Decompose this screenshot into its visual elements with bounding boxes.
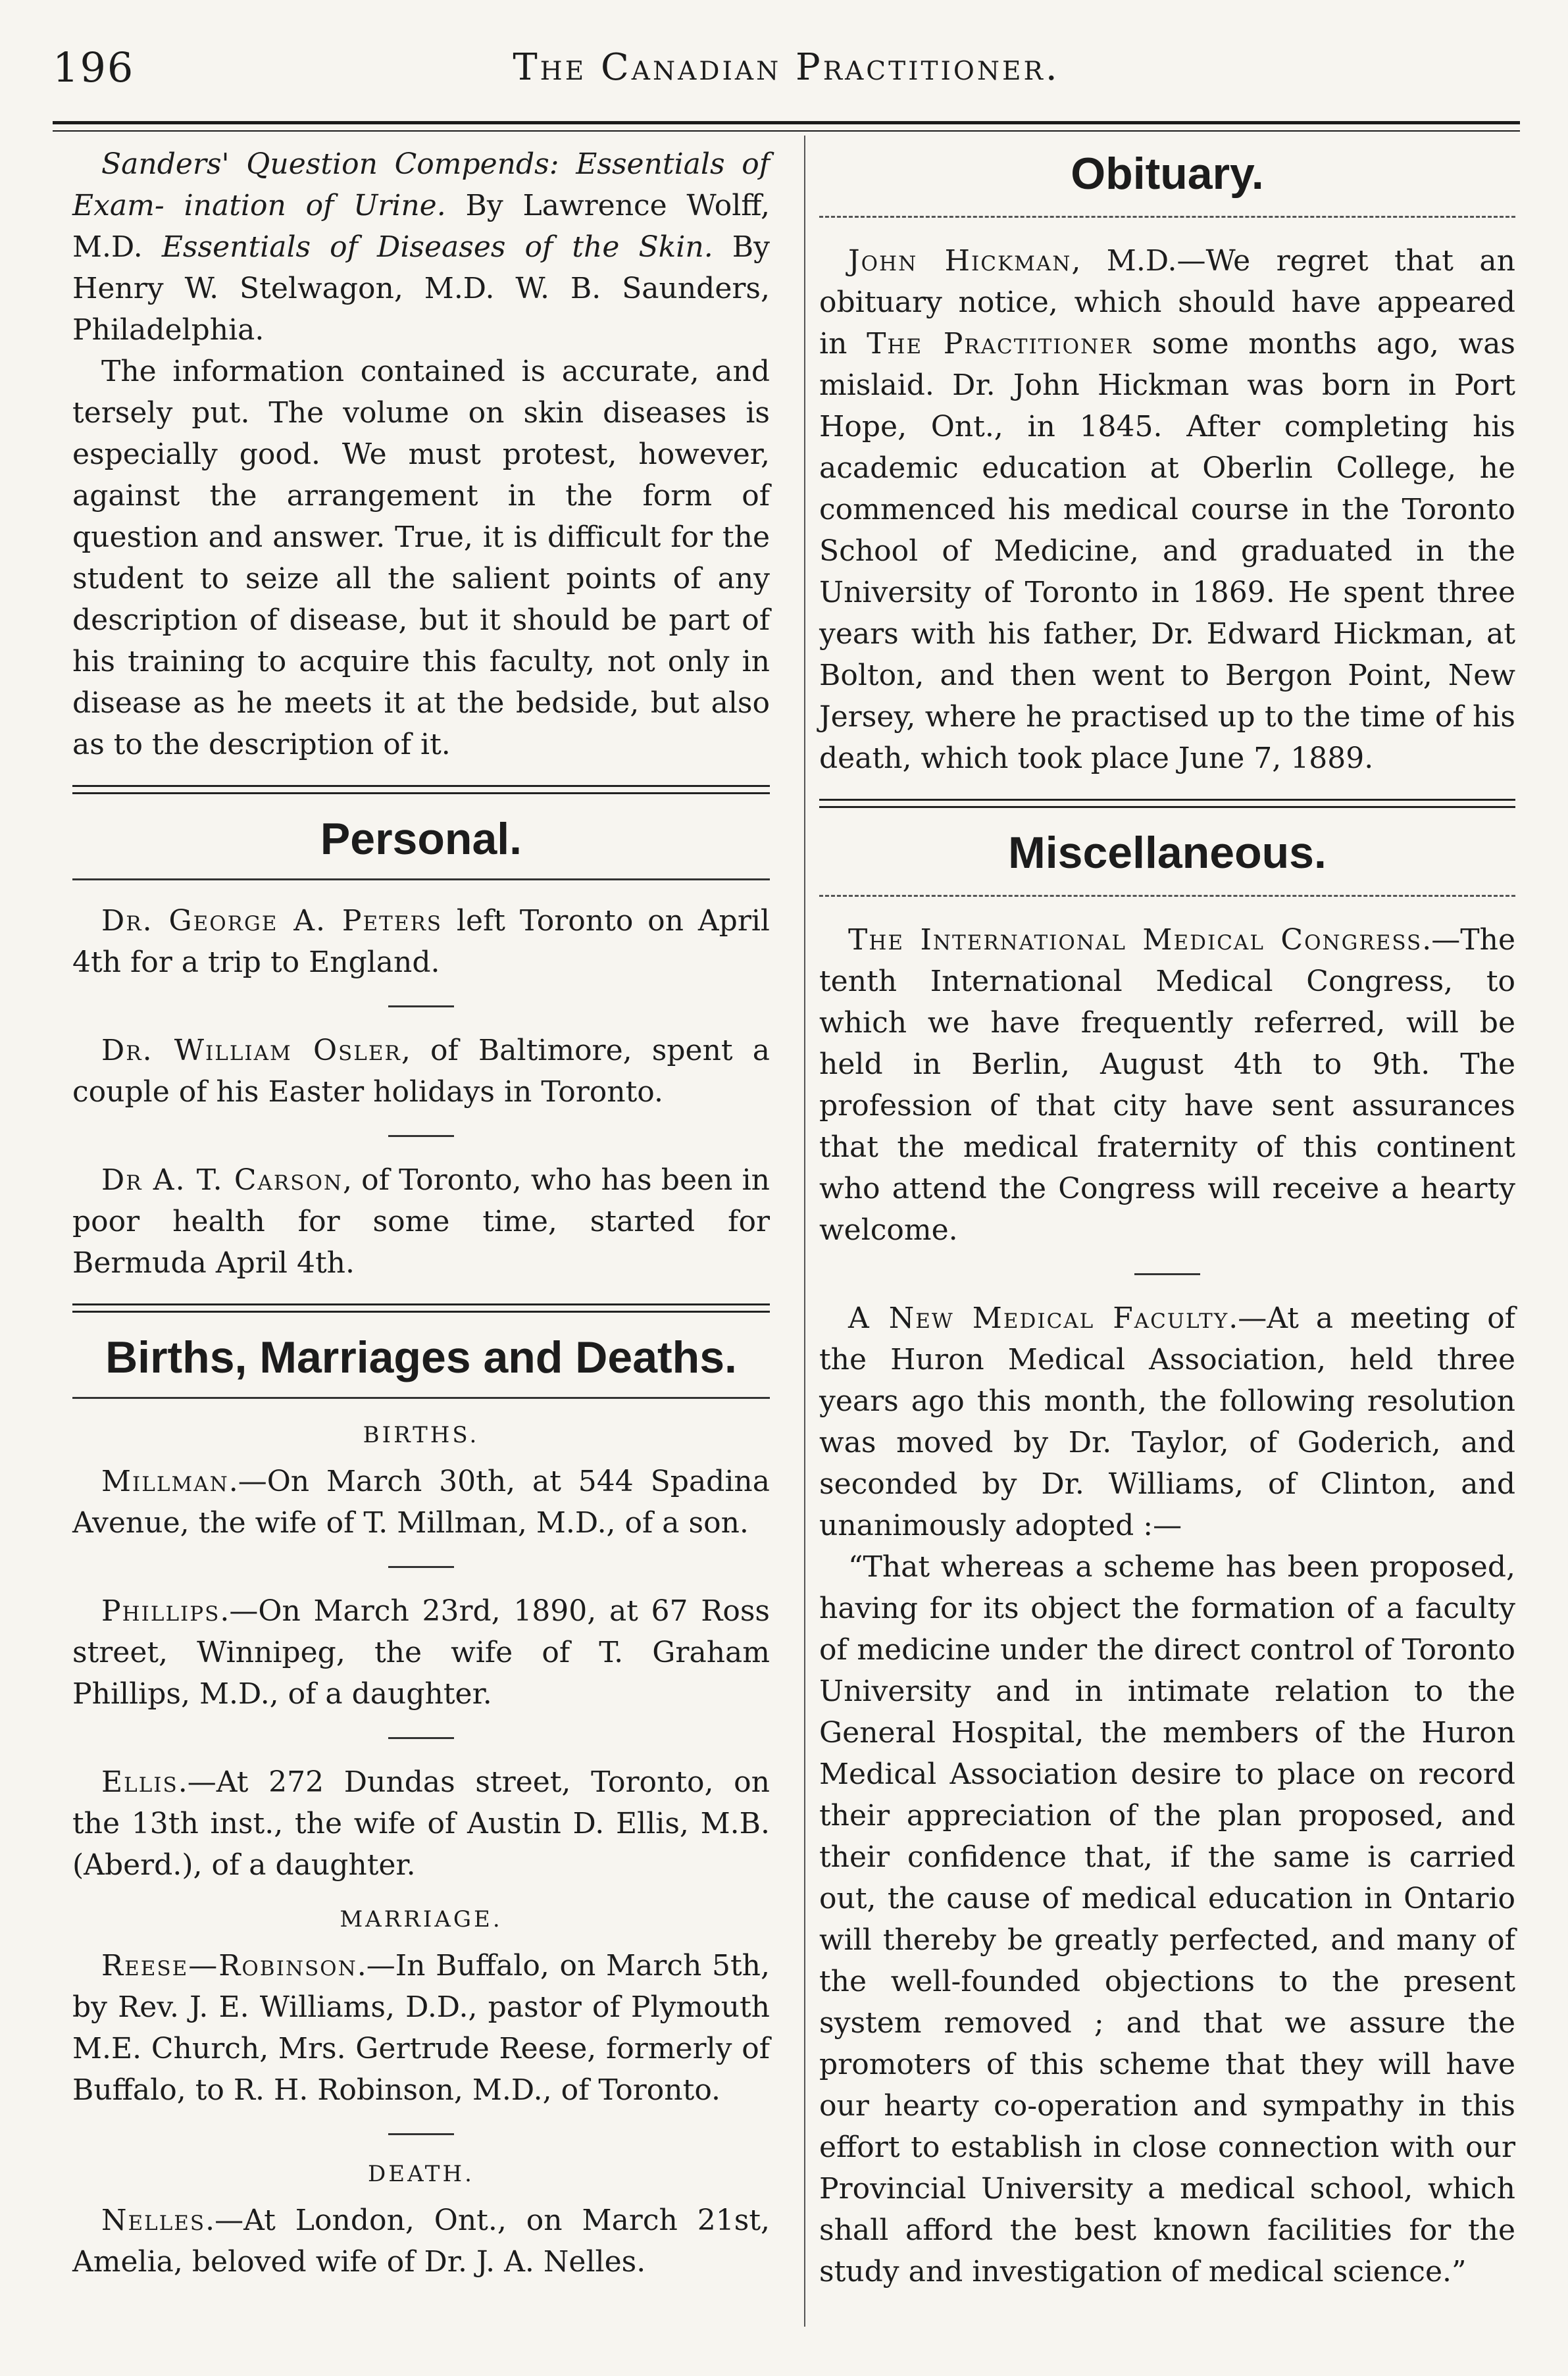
- running-head: [53, 43, 1520, 103]
- personal-name: Dr A. T. Carson: [101, 1163, 343, 1197]
- faculty-title: A New Medical Faculty: [848, 1302, 1229, 1335]
- congress-title: The International Medical Congress: [848, 923, 1423, 957]
- obituary-heading: Obituary.: [1071, 149, 1264, 199]
- personal-text: left Toronto on April 4th for a trip to England.: [72, 904, 770, 979]
- personal-name: Dr. William Osler: [101, 1034, 401, 1067]
- column-divider: [804, 136, 805, 2327]
- heading-rule: [819, 216, 1515, 218]
- personal-name: Dr. George A. Peters: [101, 904, 443, 938]
- heading-rule: [72, 878, 770, 880]
- header-rule: [53, 121, 1520, 124]
- resolution-quote: “That whereas a scheme has been proposed, having for its object the formation of a faculty of medicine under the direct control of Toronto University and in intimate relation to the General Hospital, the members of the Huron Medical Association desire to place on record their appreciation of the plan proposed, and their confidence that, if the same is carried out, the cause of medical education in Ontario will thereby be greatly perfected, and many of the well-founded objections to the present system removed ; and that we assure the promoters of this scheme that they will have our hearty co-operation and sympathy in this effort to establish in close connection with our Provincial University a medical school, which shall afford the best known facilities for the study and investigation of medical science.”: [819, 1550, 1515, 2288]
- marriage-notice: [72, 1945, 770, 2111]
- book-review: [72, 143, 770, 351]
- section-divider: [819, 799, 1515, 808]
- item-separator: [388, 1737, 454, 1739]
- personal-text: , of Toronto, who has been in poor health for some time, started for Bermuda April 4th.: [72, 1163, 770, 1280]
- journal-reference: The Practitioner: [867, 327, 1133, 361]
- personal-item: [72, 900, 770, 983]
- marriage-label: MARRIAGE.: [340, 1906, 503, 1933]
- personal-item: [72, 1159, 770, 1284]
- review-author-b: By Henry W. Stelwagon, M.D. W. B. Saunders, Philadelphia.: [72, 230, 770, 347]
- page-number: 196: [53, 43, 135, 91]
- item-separator: [388, 1005, 454, 1007]
- section-divider: [72, 785, 770, 794]
- right-column: [819, 143, 1515, 2292]
- review-title-line-1: Sanders' Question Compends: Essentials of Exam-: [72, 147, 770, 222]
- journal-title: The Canadian Practitioner.: [513, 46, 1060, 89]
- review-body: The information contained is accurate, and tersely put. The volume on skin diseases is especially good. We must protest, however, against the arrangement in the form of question and answer. True, it is difficult for the student to seize all the salient points of any description of disease, but it should be part of his training to acquire this faculty, not only in disease as he meets it at the bedside, but also as to the description of it.: [72, 355, 770, 761]
- faculty-item: [819, 1298, 1515, 1546]
- miscellaneous-heading: Miscellaneous.: [1008, 828, 1327, 878]
- personal-text: , of Baltimore, spent a couple of his Easter holidays in Toronto.: [72, 1034, 770, 1109]
- item-separator: [388, 1566, 454, 1568]
- bmd-heading: Births, Marriages and Deaths.: [105, 1332, 737, 1382]
- review-title-b: Essentials of Diseases of the Skin.: [161, 230, 713, 264]
- notice-text: .—On March 23rd, 1890, at 67 Ross street, Winnipeg, the wife of T. Graham Phillips, M.D., of a daughter.: [72, 1594, 770, 1711]
- review-author-a: By Lawrence Wolff, M.D.: [72, 189, 770, 264]
- obituary-text-a: , M.D.—We regret that an obituary notice, which should have appeared in: [819, 244, 1515, 361]
- birth-notice: [72, 1761, 770, 1886]
- congress-item: [819, 919, 1515, 1251]
- death-notice: [72, 2200, 770, 2283]
- notice-name: Reese—Robinson: [101, 1949, 357, 1983]
- review-title-line-2: ination of Urine.: [184, 189, 446, 222]
- notice-text: .—On March 30th, at 544 Spadina Avenue, the wife of T. Millman, M.D., of a son.: [72, 1465, 770, 1540]
- obituary-name: John Hickman: [848, 244, 1072, 278]
- notice-name: Millman: [101, 1465, 229, 1498]
- item-separator: [388, 2133, 454, 2135]
- notice-text: .—At 272 Dundas street, Toronto, on the 13th inst., the wife of Austin D. Ellis, M.B. (Aberd.), of a daughter.: [72, 1765, 770, 1882]
- item-separator: [388, 1135, 454, 1137]
- section-divider: [72, 1303, 770, 1313]
- personal-item: [72, 1030, 770, 1113]
- faculty-text: .—At a meeting of the Huron Medical Association, held three years ago this month, the following resolution was moved by Dr. Taylor, of Goderich, and seconded by Dr. Williams, of Clinton, and unanimously adopted :—: [819, 1302, 1515, 1542]
- obituary-text-b: some months ago, was mislaid. Dr. John Hickman was born in Port Hope, Ont., in 1845. After completing his academic education at Oberlin College, he commenced his medical course in the Toronto School of Medicine, and graduated in the University of Toronto in 1869. He spent three years with his father, Dr. Edward Hickman, at Bolton, and then went to Bergon Point, New Jersey, where he practised up to the time of his death, which took place June 7, 1889.: [819, 327, 1516, 775]
- personal-heading: Personal.: [320, 814, 522, 864]
- notice-text: .—At London, Ont., on March 21st, Amelia, beloved wife of Dr. J. A. Nelles.: [72, 2204, 770, 2279]
- notice-text: .—In Buffalo, on March 5th, by Rev. J. E. Williams, D.D., pastor of Plymouth M.E. Church, Mrs. Gertrude Reese, formerly of Buffalo, to R. H. Robinson, M.D., of Toronto.: [72, 1949, 770, 2107]
- death-label: DEATH.: [368, 2161, 474, 2187]
- left-column: [72, 143, 770, 2283]
- birth-notice: [72, 1461, 770, 1544]
- header-rule-thin: [53, 130, 1520, 132]
- notice-name: Ellis: [101, 1765, 178, 1799]
- births-label: BIRTHS.: [363, 1422, 480, 1448]
- heading-rule: [819, 895, 1515, 897]
- notice-name: Phillips: [101, 1594, 220, 1628]
- notice-name: Nelles: [101, 2204, 206, 2237]
- item-separator: [1134, 1273, 1200, 1275]
- congress-text: .—The tenth International Medical Congress, to which we have frequently referred, will be held in Berlin, August 4th to 9th. The profession of that city have sent assurances that the medical fraternity of this continent who attend the Congress will receive a hearty welcome.: [819, 923, 1515, 1247]
- obituary-notice: [819, 240, 1515, 779]
- heading-rule: [72, 1397, 770, 1399]
- birth-notice: [72, 1590, 770, 1715]
